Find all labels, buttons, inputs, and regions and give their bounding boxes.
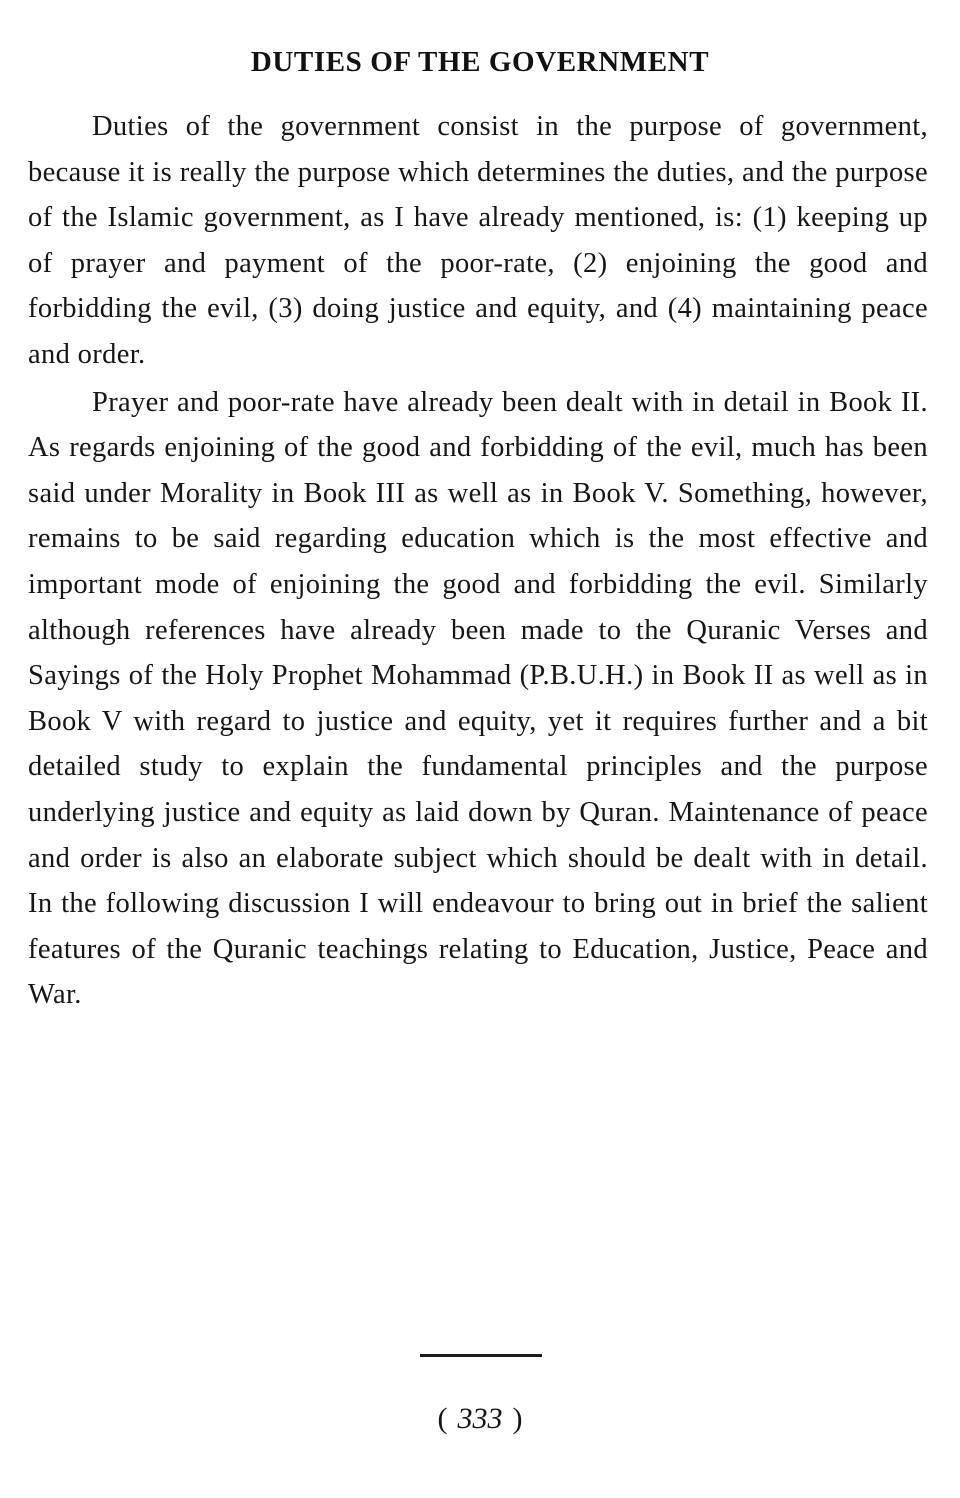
paragraph-2: Prayer and poor-rate have already been dealt with in detail in Book II. As regards enjoining of the good and forbidding of the evil, much has been said under Morality in Book III as well as in Book V. Something, however, remains to be said regarding education which is the most effective and important mode of enjoining the good and forbidding the evil. Similarly although references have already been made to the Quranic Verses and Sayings of the Holy Prophet Mohammad (P.B.U.H.) in Book II as well as in Book V with regard to justice and equity, yet it requires further and a bit detailed study to explain the fundamental principles and the purpose underlying justice and equity as laid down by Quran. Maintenance of peace and order is also an elaborate subject which should be dealt with in detail. In the following discussion I will endeavour to bring out in brief the salient features of the Quranic teachings relating to Education, Justice, Peace and War. xyxy=(28,386,928,1011)
page-number xyxy=(0,1402,960,1436)
footer-divider xyxy=(420,1354,542,1357)
body-text xyxy=(28,104,928,1018)
section-heading: DUTIES OF THE GOVERNMENT xyxy=(250,46,710,78)
paragraph-1: Duties of the government consist in the purpose of government, because it is really the purpose which determines the duties, and the purpose of the Islamic government, as I have already mentioned, is: (1) keeping up of prayer and payment of the poor-rate, (2) enjoining the good and forbidding the evil, (3) doing justice and equity, and (4) maintaining peace and order. xyxy=(28,111,928,370)
page-number-value: 333 xyxy=(457,1402,503,1435)
page-number-open-paren: ( xyxy=(437,1402,448,1435)
page-number-close-paren: ) xyxy=(512,1402,523,1435)
